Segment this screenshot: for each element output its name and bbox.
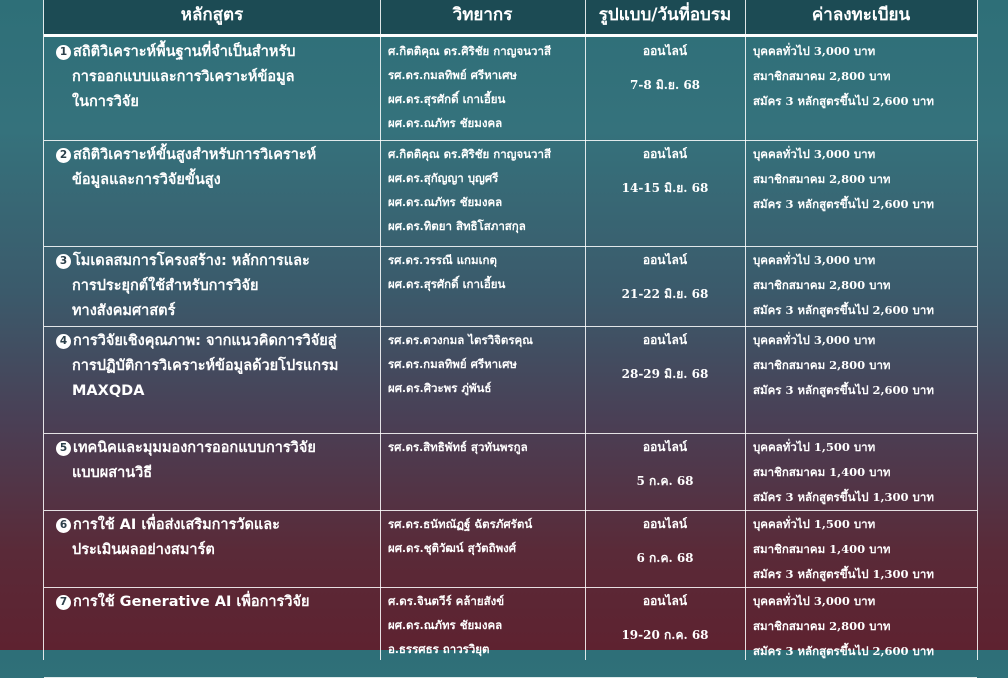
speaker-name: ผศ.ดร.ณภัทร ชัยมงคล [388,618,503,632]
format-label: ออนไลน์ [642,147,688,161]
format-label: ออนไลน์ [642,440,688,454]
speaker-name: รศ.ดร.ดวงกมล ไตรวิจิตรคุณ [388,333,533,347]
fee-item: บุคคลทั่วไป 3,000 บาท [753,147,876,161]
speaker-name: รศ.ดร.สิทธิพัทธ์ สุวทันพรกูล [388,440,528,454]
course-title-line: การปฏิบัติการวิเคราะห์ข้อมูลด้วยโปรแกรม [72,358,339,374]
course-title-line [56,40,376,65]
table-row [44,587,977,678]
format-label: ออนไลน์ [642,333,688,347]
course-title-text: สถิติวิเคราะห์ขั้นสูงสำหรับการวิเคราะห์ [73,147,317,163]
fee-list [753,246,977,323]
fee-item: บุคคลทั่วไป 1,500 บาท [753,517,876,531]
course-title [56,37,376,115]
table-row [44,37,977,141]
fee-item: บุคคลทั่วไป 3,000 บาท [753,44,876,58]
header-format-date: รูปแบบ/วันที่อบรม [598,5,732,25]
table-row [44,326,977,434]
speaker-name: ศ.ดร.จินตวีร์ คล้ายสังข์ [388,594,505,608]
speaker-name: ผศ.ดร.ศิวะพร ภู่พันธ์ [388,381,492,395]
speaker-name: รศ.ดร.กมลทิพย์ ศรีหาเศษ [388,357,517,371]
course-title-line: แบบผสานวิธี [72,465,153,481]
speaker-list [388,246,580,296]
course-title-text: การใช้ AI เพื่อส่งเสริมการวัดและ [73,517,280,533]
course-schedule-table [43,0,978,660]
fee-list [753,587,977,664]
format-date [589,326,741,386]
header-course: หลักสูตร [180,5,244,25]
fee-item: สมัคร 3 หลักสูตรขึ้นไป 2,600 บาท [753,303,934,317]
course-title-line: ข้อมูลและการวิจัยขั้นสูง [72,172,221,188]
format-date [589,246,741,306]
course-title-line: ทางสังคมศาสตร์ [72,303,176,319]
fee-list [753,140,977,217]
course-title [56,433,376,486]
fee-item: สมาชิกสมาคม 1,400 บาท [753,542,891,556]
fee-item: สมาชิกสมาคม 2,800 บาท [753,69,891,83]
fee-item: สมัคร 3 หลักสูตรขึ้นไป 2,600 บาท [753,197,934,211]
course-title-line: การประยุกต์ใช้สำหรับการวิจัย [72,278,259,294]
format-label: ออนไลน์ [642,253,688,267]
fee-item: สมาชิกสมาคม 2,800 บาท [753,278,891,292]
course-title-line: ประเมินผลอย่างสมาร์ต [72,542,215,558]
fee-item: บุคคลทั่วไป 3,000 บาท [753,594,876,608]
course-number-badge: 5 [56,441,71,456]
course-title-line [56,143,376,168]
fee-item: สมัคร 3 หลักสูตรขึ้นไป 2,600 บาท [753,644,934,658]
speaker-name: ผศ.ดร.สุกัญญา บุญศรี [388,171,499,185]
fee-list [753,326,977,403]
fee-item: บุคคลทั่วไป 1,500 บาท [753,440,876,454]
course-title-line: MAXQDA [72,383,145,399]
course-title-line [56,329,376,354]
course-title-line [56,249,376,274]
header-speaker: วิทยากร [452,5,513,25]
fee-list [753,37,977,114]
course-number-badge: 6 [56,518,71,533]
course-title-text: การใช้ Generative AI เพื่อการวิจัย [73,594,310,610]
course-title-line: การออกแบบและการวิเคราะห์ข้อมูล [72,69,295,85]
speaker-list [388,37,580,135]
course-number-badge: 1 [56,45,71,60]
fee-list [753,510,977,587]
fee-item: สมาชิกสมาคม 2,800 บาท [753,619,891,633]
training-date: 7-8 มิ.ย. 68 [629,78,701,92]
format-date [589,510,741,570]
format-date [589,37,741,97]
speaker-name: รศ.ดร.วรรณี แกมเกตุ [388,253,497,267]
training-date: 5 ก.ค. 68 [636,474,694,488]
fee-item: สมาชิกสมาคม 2,800 บาท [753,172,891,186]
course-number-badge: 3 [56,254,71,269]
speaker-name: ผศ.ดร.ณภัทร ชัยมงคล [388,195,503,209]
speaker-name: ผศ.ดร.ชุติวัฒน์ สุวัตถิพงศ์ [388,541,517,555]
speaker-name: ผศ.ดร.ทิตยา สิทธิโสภาสกุล [388,219,526,233]
course-title-line [56,513,376,538]
course-title [56,510,376,563]
fee-item: สมัคร 3 หลักสูตรขึ้นไป 2,600 บาท [753,383,934,397]
course-title-line: ในการวิจัย [72,94,139,110]
table-row [44,140,977,247]
speaker-name: อ.ธรรศธร ถาวรวิยุต [388,642,490,656]
speaker-list [388,433,580,459]
format-label: ออนไลน์ [642,517,688,531]
course-number-badge: 7 [56,595,71,610]
speaker-name: รศ.ดร.ธนัทณัฏฐ์ ฉัตรภัศรัตน์ [388,517,533,531]
fee-list [753,433,977,510]
fee-item: สมัคร 3 หลักสูตรขึ้นไป 1,300 บาท [753,567,934,581]
format-date [589,140,741,200]
speaker-name: ศ.กิตติคุณ ดร.ศิริชัย กาญจนวาสี [388,147,551,161]
course-title-text: โมเดลสมการโครงสร้าง: หลักการและ [73,253,310,269]
course-title-text: เทคนิคและมุมมองการออกแบบการวิจัย [73,440,316,456]
course-title-line [56,436,376,461]
course-title-text: สถิติวิเคราะห์พื้นฐานที่จำเป็นสำหรับ [73,44,296,60]
course-title [56,246,376,324]
course-number-badge: 4 [56,334,71,349]
training-date: 14-15 มิ.ย. 68 [621,181,709,195]
training-date: 28-29 มิ.ย. 68 [621,367,709,381]
fee-item: บุคคลทั่วไป 3,000 บาท [753,333,876,347]
fee-item: บุคคลทั่วไป 3,000 บาท [753,253,876,267]
course-number-badge: 2 [56,148,71,163]
course-title-text: การวิจัยเชิงคุณภาพ: จากแนวคิดการวิจัยสู่ [73,333,337,349]
table-row [44,433,977,511]
fee-item: สมาชิกสมาคม 1,400 บาท [753,465,891,479]
training-date: 19-20 ก.ค. 68 [621,628,709,642]
format-label: ออนไลน์ [642,594,688,608]
format-date [589,587,741,647]
fee-item: สมัคร 3 หลักสูตรขึ้นไป 2,600 บาท [753,94,934,108]
fee-item: สมัคร 3 หลักสูตรขึ้นไป 1,300 บาท [753,490,934,504]
speaker-name: ผศ.ดร.สุรศักดิ์ เกาเอี้ยน [388,92,506,106]
format-date [589,433,741,493]
course-title [56,140,376,193]
training-date: 6 ก.ค. 68 [636,551,694,565]
header-fee: ค่าลงทะเบียน [811,5,911,25]
speaker-list [388,140,580,238]
table-header [44,0,977,37]
speaker-name: รศ.ดร.กมลทิพย์ ศรีหาเศษ [388,68,517,82]
course-title-line [56,590,376,615]
training-date: 21-22 มิ.ย. 68 [621,287,709,301]
speaker-list [388,326,580,400]
speaker-name: ผศ.ดร.ณภัทร ชัยมงคล [388,116,503,130]
speaker-name: ผศ.ดร.สุรศักดิ์ เกาเอี้ยน [388,277,506,291]
speaker-name: ศ.กิตติคุณ ดร.ศิริชัย กาญจนวาสี [388,44,551,58]
fee-item: สมาชิกสมาคม 2,800 บาท [753,358,891,372]
table-row [44,246,977,327]
speaker-list [388,510,580,560]
course-title [56,587,376,615]
format-label: ออนไลน์ [642,44,688,58]
table-row [44,510,977,588]
course-title [56,326,376,404]
